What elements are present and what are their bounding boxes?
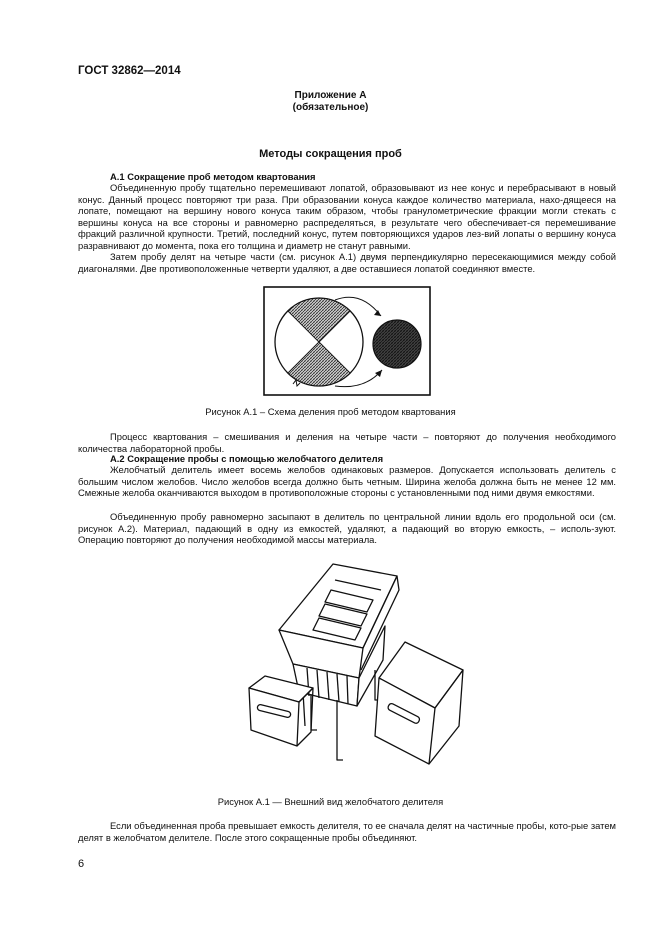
annex-title: Приложение А <box>294 90 367 101</box>
section-a1-paragraph-1: Объединенную пробу тщательно перемешивают лопатой, образовывают из нее конус и перебрасывают в новый конус. Данный процесс повторяют три раза. При образовании конуса каждое количество материала, нахо-дящееся на лопате, помещают на вершину нового конуса таким образом, чтобы гранулометрические фракции могли стекать с вершины конуса на все стороны и равномерно распределяться, в результате чего обеспечивает-ся перемешивание фракций различной крупности. Третий, последний конус, путем повторяющихся ударов лез-вий лопаты о вершину конуса разравнивают до момента, пока его толщина и диаметр не станут равными. <box>78 182 616 251</box>
section-a2-paragraph-1: Желобчатый делитель имеет восемь желобов одинаковых размеров. Допускается использовать делитель с большим числом желобов. Число желобов всегда должно быть четным. Ширина желоба должна быть не менее 12 мм. Смежные желоба оканчиваются выходом в противоположные стороны с установленными под ними двумя емкостями. <box>78 464 616 499</box>
section-a2-paragraph-2: Объединенную пробу равномерно засыпают в делитель по центральной линии вдоль его продольной оси (см. рисунок А.2). Материал, падающий в одну из емкостей, удаляют, а падающий во вторую емкость, – исполь-зуют. Операцию повторяют до получения необходимой массы материала. <box>78 511 616 546</box>
annex-status: (обязательное) <box>292 102 369 113</box>
figure-2-caption: Рисунок А.1 — Внешний вид желобчатого делителя <box>217 796 444 807</box>
standard-number: ГОСТ 32862—2014 <box>78 65 181 77</box>
section-a1-paragraph-2: Затем пробу делят на четыре части (см. рисунок А.1) двумя перпендикулярно пересекающимися между собой диагоналями. Две противоположенные четверти удаляют, а две оставшиеся лопатой соединяют вместе. <box>78 251 616 274</box>
combined-sample-circle <box>373 320 421 368</box>
quartering-figure <box>263 286 431 396</box>
riffle-divider-figure <box>245 560 467 786</box>
quartering-paragraph: Процесс квартования – смешивания и деления на четыре части – повторяют до получения необходимого количества лабораторной пробы. <box>78 431 616 454</box>
section-a2-title: А.2 Сокращение пробы с помощью желобчатого делителя <box>110 453 384 464</box>
section-a1-title: А.1 Сокращение проб методом квартования <box>110 171 316 182</box>
section-heading: Методы сокращения проб <box>259 148 402 160</box>
final-paragraph: Если объединенная проба превышает емкость делителя, то ее сначала делят на частичные пробы, кото-рые затем делят в желобчатом делителе. После этого сокращенные пробы объединяют. <box>78 820 616 843</box>
page-number: 6 <box>78 858 85 870</box>
figure-1-caption: Рисунок А.1 – Схема деления проб методом квартования <box>205 406 456 417</box>
